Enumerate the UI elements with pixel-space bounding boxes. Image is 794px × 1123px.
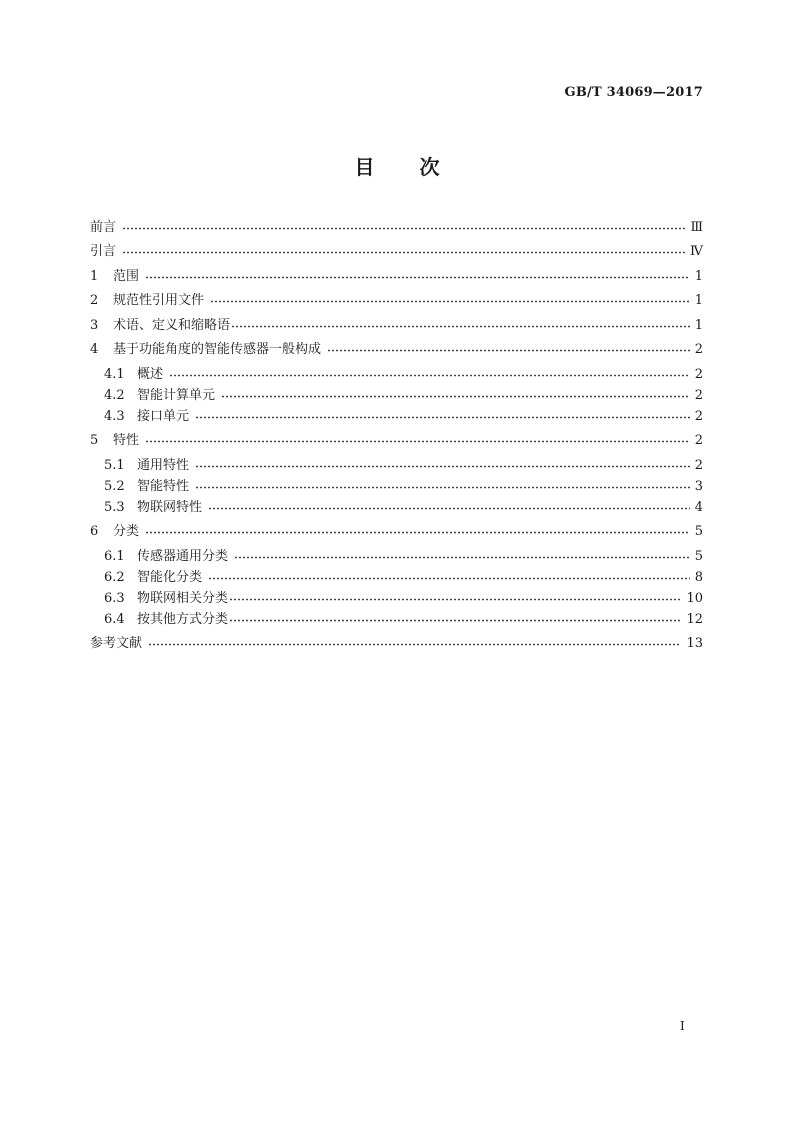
toc-entry-number: 5 — [90, 433, 99, 448]
toc-entry-label: 概述 — [137, 366, 164, 382]
toc-entry-label: 通用特性 — [137, 457, 190, 473]
toc-entry-6-classification — [90, 521, 703, 542]
toc-entry-label: 接口单元 — [137, 408, 190, 424]
toc-entry-number: 2 — [90, 293, 99, 308]
toc-entry-6-3-iot-classification — [90, 588, 703, 609]
toc-entry-4-1-overview — [90, 364, 703, 385]
toc-entry-number: 1 — [90, 268, 99, 284]
toc-entry-bibliography — [90, 633, 703, 654]
toc-entry-6-2-intelligence-classification — [90, 567, 703, 588]
toc-entry-number: 5.2 — [104, 478, 125, 494]
toc-entry-page: 5 — [694, 524, 703, 539]
dot-leader — [229, 598, 681, 601]
toc-entry-label: 物联网相关分类 — [137, 590, 229, 606]
toc-entry-page: 2 — [694, 366, 703, 382]
dot-leader — [327, 349, 690, 352]
dot-leader — [195, 486, 690, 489]
toc-entry-number: 6.1 — [104, 548, 125, 564]
toc-entry-label: 按其他方式分类 — [137, 611, 229, 627]
toc-entry-5-3-iot-characteristics — [90, 497, 703, 518]
toc-entry-page: Ⅲ — [690, 219, 703, 235]
toc-entry-number: 6.2 — [104, 569, 125, 585]
dot-leader — [169, 374, 690, 377]
toc-entry-page: 2 — [694, 408, 703, 424]
page-title: 目 次 — [354, 155, 440, 179]
toc-entry-number: 4 — [90, 342, 99, 357]
toc-entry-label: 智能计算单元 — [137, 387, 216, 403]
dot-leader — [145, 440, 690, 443]
toc-entry-5-characteristics — [90, 430, 703, 451]
dot-leader — [195, 465, 690, 468]
dot-leader — [229, 619, 681, 622]
toc-entry-label: 基于功能角度的智能传感器一般构成 — [113, 342, 322, 357]
toc-entry-page: 12 — [686, 611, 703, 627]
dot-leader — [145, 276, 690, 279]
dot-leader — [122, 251, 685, 254]
toc-entry-page: 2 — [694, 433, 703, 448]
dot-leader — [221, 395, 690, 398]
toc-entry-number: 6.3 — [104, 590, 125, 606]
toc-entry-page: 13 — [686, 636, 703, 651]
toc-entry-6-4-other-classification — [90, 609, 703, 630]
toc-entry-label: 引言 — [90, 244, 117, 259]
toc-entry-2-normative-references — [90, 290, 703, 311]
toc-entry-page: 10 — [686, 590, 703, 606]
toc-entry-page: 3 — [694, 478, 703, 494]
dot-leader — [208, 577, 690, 580]
toc-entry-4-general-composition — [90, 339, 703, 360]
toc-entry-page: 2 — [694, 342, 703, 357]
toc-entry-number: 5.3 — [104, 499, 125, 515]
toc-entry-page: 1 — [694, 317, 703, 333]
toc-entry-number: 5.1 — [104, 457, 125, 473]
toc-entry-number: 3 — [90, 317, 99, 333]
toc-entry-label: 智能化分类 — [137, 569, 203, 585]
dot-leader — [231, 325, 690, 328]
toc-entry-1-scope — [90, 266, 703, 287]
toc-entry-label: 分类 — [113, 524, 140, 539]
toc-entry-page: 1 — [694, 268, 703, 284]
table-of-contents — [90, 213, 703, 658]
toc-entry-page: 4 — [694, 499, 703, 515]
toc-entry-label: 智能特性 — [137, 478, 190, 494]
dot-leader — [122, 227, 685, 230]
toc-entry-number: 6.4 — [104, 611, 125, 627]
toc-entry-number: 4.2 — [104, 387, 125, 403]
toc-entry-page: 2 — [694, 387, 703, 403]
toc-entry-6-1-general-classification — [90, 546, 703, 567]
toc-entry-label: 前言 — [90, 219, 117, 235]
toc-entry-number: 4.3 — [104, 408, 125, 424]
toc-entry-label: 术语、定义和缩略语 — [113, 317, 231, 333]
toc-entry-page: 5 — [694, 548, 703, 564]
dot-leader — [210, 300, 690, 303]
toc-entry-foreword — [90, 217, 703, 238]
toc-entry-label: 参考文献 — [90, 636, 143, 651]
toc-entry-5-1-general-characteristics — [90, 455, 703, 476]
toc-entry-3-terms-definitions — [90, 315, 703, 336]
toc-entry-number: 4.1 — [104, 366, 125, 382]
toc-entry-label: 传感器通用分类 — [137, 548, 229, 564]
toc-entry-label: 范围 — [113, 268, 140, 284]
toc-entry-page: 2 — [694, 457, 703, 473]
footer-page-number: I — [680, 1019, 685, 1033]
toc-entry-label: 物联网特性 — [137, 499, 203, 515]
toc-entry-5-2-smart-characteristics — [90, 476, 703, 497]
dot-leader — [208, 507, 690, 510]
toc-entry-page: 8 — [694, 569, 703, 585]
standard-code-header: GB/T 34069—2017 — [564, 85, 703, 100]
toc-entry-introduction — [90, 241, 703, 262]
toc-entry-4-3-interface-unit — [90, 406, 703, 427]
toc-entry-label: 规范性引用文件 — [113, 293, 205, 308]
toc-entry-page: 1 — [694, 293, 703, 308]
dot-leader — [195, 416, 690, 419]
toc-entry-number: 6 — [90, 524, 99, 539]
toc-entry-page: Ⅳ — [690, 244, 703, 259]
toc-entry-label: 特性 — [113, 433, 140, 448]
toc-entry-4-2-computing-unit — [90, 385, 703, 406]
dot-leader — [148, 643, 681, 646]
dot-leader — [145, 531, 690, 534]
dot-leader — [234, 556, 690, 559]
